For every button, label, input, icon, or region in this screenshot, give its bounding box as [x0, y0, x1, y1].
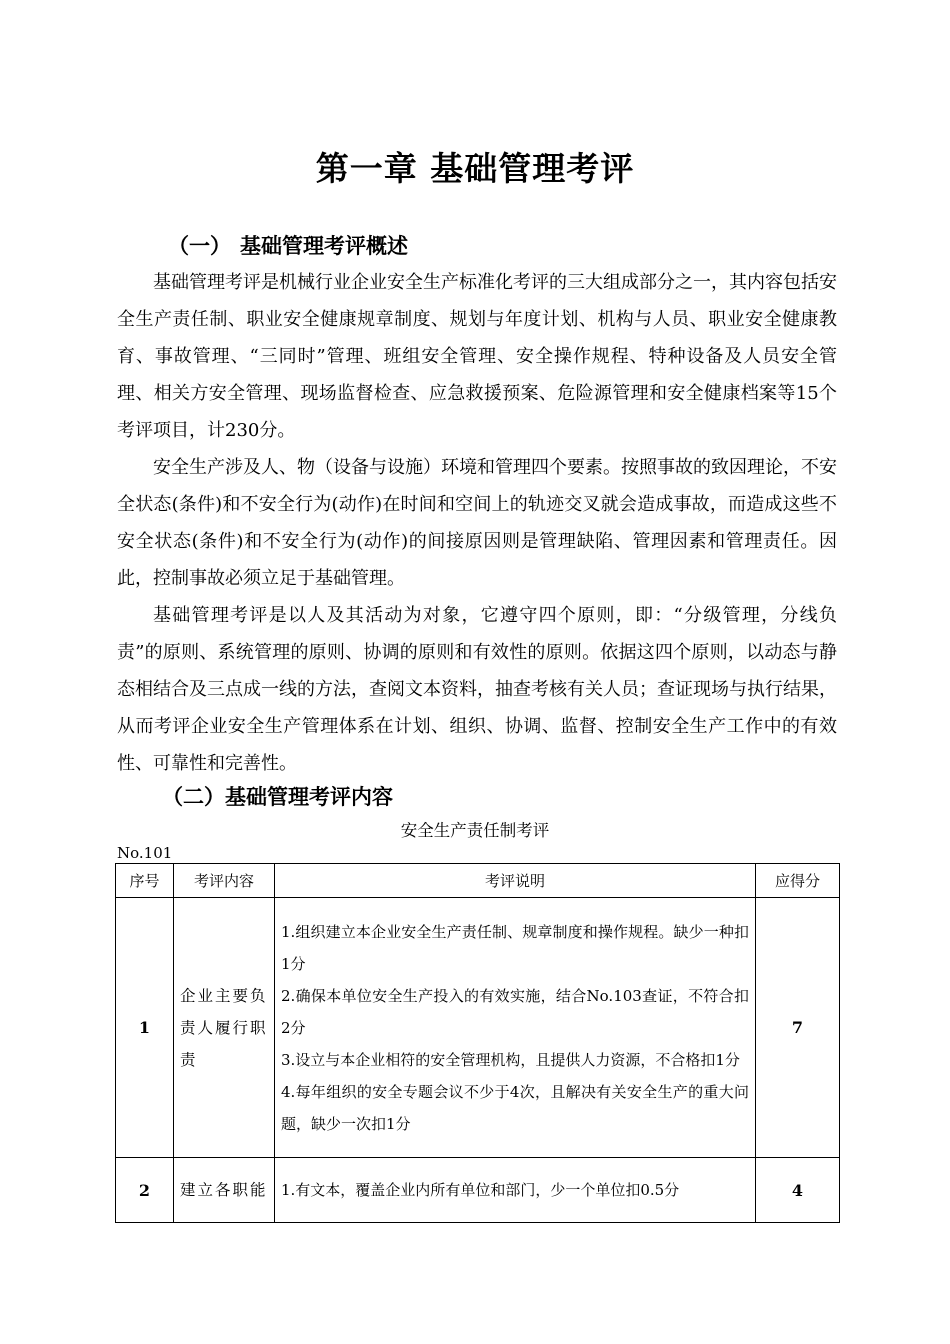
- header-desc: 考评说明: [275, 864, 756, 898]
- desc-item: 4.每年组织的安全专题会议不少于4次，且解决有关安全生产的重大问题，缺少一次扣1分: [281, 1082, 749, 1133]
- row-score: 4: [756, 1158, 840, 1223]
- evaluation-table: [115, 863, 840, 1223]
- table-header-row: [116, 864, 840, 898]
- paragraph-1: 基础管理考评是机械行业企业安全生产标准化考评的三大组成部分之一，其内容包括安全生产责任制、职业安全健康规章制度、规划与年度计划、机构与人员、职业安全健康教育、事故管理、“三同时”管理、班组安全管理、安全操作规程、特种设备及人员安全管理、相关方安全管理、现场监督检查、应急救援预案、危险源管理和安全健康档案等15个考评项目，计230分。: [117, 272, 837, 441]
- desc-item: 3.设立与本企业相符的安全管理机构，且提供人力资源，不合格扣1分: [281, 1050, 740, 1069]
- header-score: 应得分: [756, 864, 840, 898]
- section-1-heading: [168, 230, 408, 260]
- row-seq: 1: [116, 898, 174, 1158]
- row-seq: 2: [116, 1158, 174, 1223]
- header-seq: 序号: [116, 864, 174, 898]
- paragraph-2: 安全生产涉及人、物（设备与设施）环境和管理四个要素。按照事故的致因理论，不安全状态(条件)和不安全行为(动作)在时间和空间上的轨迹交叉就会造成事故，而造成这些不安全状态(条件)和不安全行为(动作)的间接原因则是管理缺陷、管理因素和管理责任。因此，控制事故必须立足于基础管理。: [117, 457, 837, 589]
- table-row: [116, 1158, 840, 1223]
- table-number: No.101: [117, 844, 173, 862]
- section-1-title: 基础管理考评概述: [240, 234, 408, 258]
- header-content: 考评内容: [174, 864, 275, 898]
- row-score: 7: [756, 898, 840, 1158]
- desc-item: 1.有文本，覆盖企业内所有单位和部门，少一个单位扣0.5分: [281, 1181, 680, 1199]
- table-row: [116, 898, 840, 1158]
- row-content: 建立各职能: [174, 1158, 275, 1223]
- table-title: 安全生产责任制考评: [400, 821, 550, 840]
- section-2-heading: （二）基础管理考评内容: [162, 785, 393, 809]
- row-content: 企业主要负责人履行职责: [174, 898, 275, 1158]
- chapter-title: 第一章 基础管理考评: [315, 149, 635, 188]
- section-1-number: （一）: [168, 234, 231, 258]
- row-desc: [275, 898, 756, 1158]
- desc-item: 2.确保本单位安全生产投入的有效实施，结合No.103查证，不符合扣2分: [281, 986, 749, 1037]
- desc-item: 1.组织建立本企业安全生产责任制、规章制度和操作规程。缺少一种扣1分: [281, 922, 749, 973]
- paragraph-3: 基础管理考评是以人及其活动为对象，它遵守四个原则，即：“分级管理，分线负责”的原则、系统管理的原则、协调的原则和有效性的原则。依据这四个原则，以动态与静态相结合及三点成一线的方法，查阅文本资料，抽查考核有关人员；查证现场与执行结果，从而考评企业安全生产管理体系在计划、组织、协调、监督、控制安全生产工作中的有效性、可靠性和完善性。: [117, 605, 837, 774]
- row-desc: [275, 1158, 756, 1223]
